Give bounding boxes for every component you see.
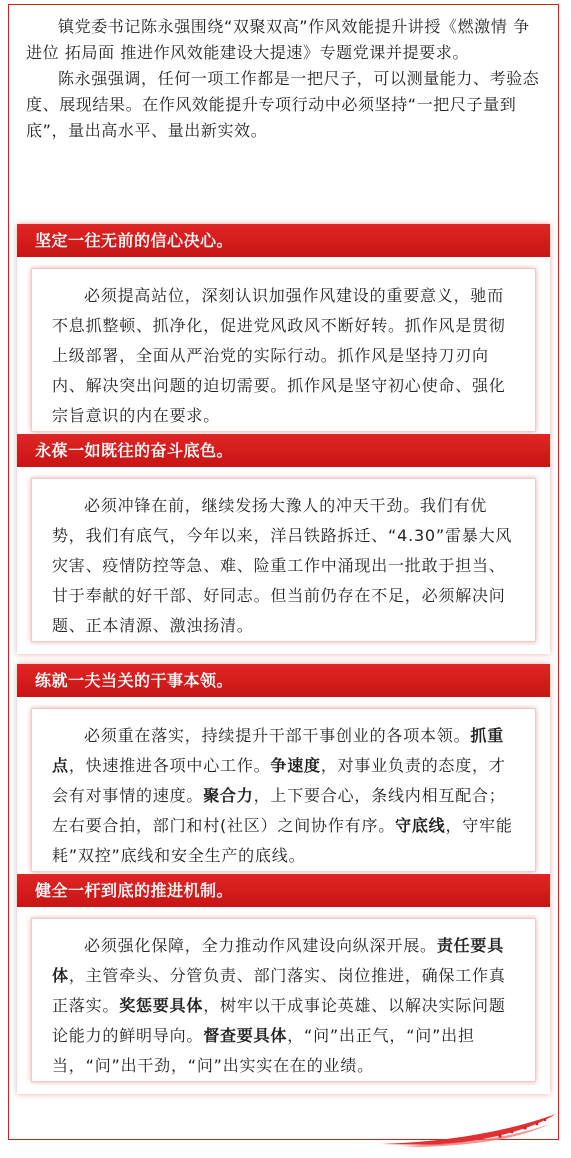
body4-bold-3: 督查要具体 bbox=[203, 1026, 288, 1045]
body3-bold-1: 抓重点 bbox=[52, 726, 505, 775]
intro-text bbox=[26, 14, 546, 144]
body3-bold-3: 聚合力 bbox=[203, 786, 254, 805]
body3-text-2: ，快速推进各项中心工作。 bbox=[68, 756, 271, 775]
body4-text-3: ，树牢以干成事论英雄、以解决实际问题论能力的鲜明导向。 bbox=[52, 996, 506, 1045]
section-box-1 bbox=[31, 268, 536, 432]
body3-text-5: ，守牢能耗”双控”底线和安全生产的底线。 bbox=[52, 816, 513, 865]
section-body-1: 必须提高站位，深刻认识加强作风建设的重要意义，驰而不息抓整顿、抓净化，促进党风政风不断好转。抓作风是贯彻上级部署，全面从严治党的实际行动。抓作风是坚持刀刃向内、解决突出问题的迫切需要。抓作风是坚守初心使命、强化宗旨意识的内在要求。 bbox=[52, 286, 506, 425]
intro-paragraph-1: 镇党委书记陈永强围绕“双聚双高”作风效能提升讲授《燃激情 争进位 拓局面 推进作风效能建设大提速》专题党课并提要求。 bbox=[26, 17, 530, 62]
section-body-4 bbox=[32, 931, 535, 1081]
body4-text-2: ，主管牵头、分管负责、部门落实、岗位推进，确保工作真正落实。 bbox=[52, 966, 506, 1015]
section-box-4 bbox=[31, 918, 536, 1082]
body4-text-1: 必须强化保障，全力推动作风建设向纵深开展。 bbox=[84, 936, 437, 955]
body4-bold-1: 责任要具体 bbox=[52, 936, 505, 985]
section-panel-2 bbox=[17, 664, 550, 1094]
section-title-2: 永葆一如既往的奋斗底色。 bbox=[17, 434, 550, 467]
body3-text-4: ，上下要合心，条线内相互配合；左右要合拍，部门和村(社区）之间协作有序。 bbox=[52, 786, 506, 835]
red-ribbon-decoration bbox=[380, 1108, 558, 1148]
section-title-1: 坚定一往无前的信心决心。 bbox=[17, 224, 550, 257]
section-body-2: 必须冲锋在前，继续发扬大豫人的冲天干劲。我们有优势，我们有底气，今年以来，洋吕铁路拆迁、“4.30”雷暴大风灾害、疫情防控等急、难、险重工作中涌现出一批敢于担当、甘于奉献的好干部、好同志。但当前仍存在不足，必须解决问题、正本清源、激浊扬清。 bbox=[52, 496, 513, 635]
body3-text-1: 必须重在落实，持续提升干部干事创业的各项本领。 bbox=[84, 726, 471, 745]
section-box-3 bbox=[31, 708, 536, 872]
section-box-2 bbox=[31, 478, 536, 642]
body3-bold-2: 争速度 bbox=[270, 756, 321, 775]
section-title-4: 健全一杆到底的推进机制。 bbox=[17, 874, 550, 907]
body4-text-4: ，“问”出正气，“问”出担当，“问”出干劲，“问”出实实在在的业绩。 bbox=[52, 1026, 475, 1075]
intro-paragraph-2: 陈永强强调，任何一项工作都是一把尺子，可以测量能力、考验态度、展现结果。在作风效能提升专项行动中必须坚持“一把尺子量到底”，量出高水平、量出新实效。 bbox=[26, 69, 540, 140]
section-body-3 bbox=[32, 721, 535, 871]
body3-text-3: ，对事业负责的态度，才会有对事情的速度。 bbox=[52, 756, 506, 805]
body4-bold-2: 奖惩要具体 bbox=[119, 996, 204, 1015]
section-panel-1 bbox=[17, 224, 550, 654]
body3-bold-4: 守底线 bbox=[395, 816, 446, 835]
section-title-3: 练就一夫当关的干事本领。 bbox=[17, 664, 550, 697]
